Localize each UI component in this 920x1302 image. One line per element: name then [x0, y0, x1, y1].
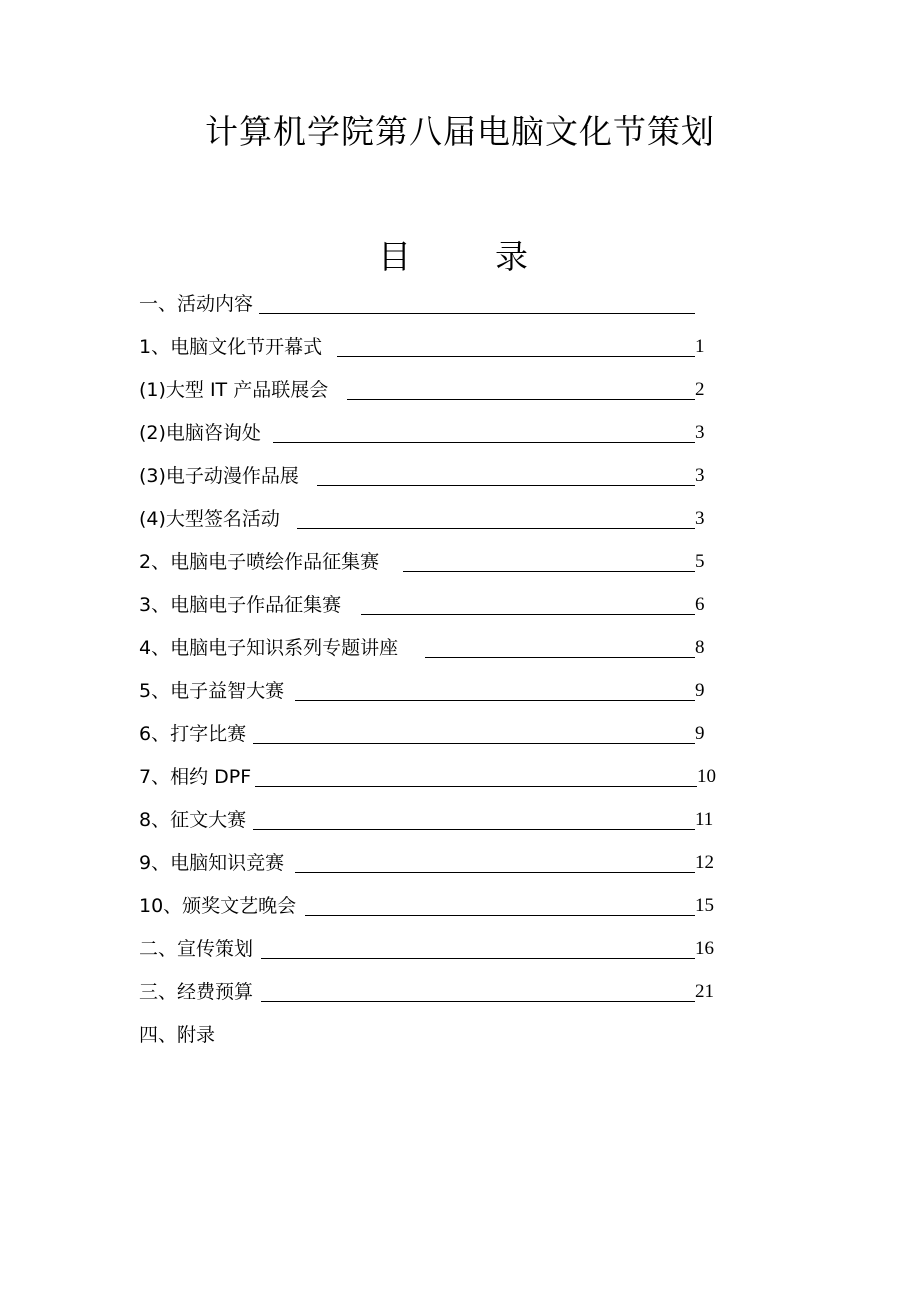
toc-leader [273, 442, 695, 443]
toc-entry-page: 2 [695, 379, 705, 400]
toc-entry-page: 6 [695, 594, 705, 615]
toc-entry-page: 5 [695, 551, 705, 572]
toc-heading [0, 232, 920, 282]
toc-entry[interactable] [139, 585, 739, 621]
toc-entry[interactable] [139, 800, 739, 836]
toc-entry-label: 4、电脑电子知识系列专题讲座 [139, 637, 399, 659]
toc-entry[interactable] [139, 370, 739, 406]
toc-leader [253, 743, 695, 744]
toc-leader [403, 571, 695, 572]
toc-leader [305, 915, 695, 916]
toc-leader [317, 485, 695, 486]
toc-entry[interactable] [139, 843, 739, 879]
toc-entry-label: 3、电脑电子作品征集赛 [139, 594, 342, 616]
toc-entry-label: 2、电脑电子喷绘作品征集赛 [139, 551, 380, 573]
toc-leader [295, 700, 695, 701]
toc-leader [337, 356, 695, 357]
toc-entry-page: 3 [695, 422, 705, 443]
toc-entry-label: (3)电子动漫作品展 [139, 465, 299, 487]
toc-leader [295, 872, 695, 873]
toc-entry-page: 9 [695, 723, 705, 744]
toc-leader [297, 528, 695, 529]
toc-entry[interactable] [139, 929, 739, 965]
toc-entry-label: 1、电脑文化节开幕式 [139, 336, 323, 358]
toc-entry-page: 3 [695, 465, 705, 486]
toc-leader [261, 958, 695, 959]
toc-entry[interactable] [139, 671, 739, 707]
toc-entry-page: 1 [695, 336, 705, 357]
toc-entry[interactable] [139, 413, 739, 449]
toc-leader [255, 786, 697, 787]
toc-heading-char-2: 录 [495, 237, 528, 276]
toc-leader [261, 1001, 695, 1002]
toc-entry-page: 9 [695, 680, 705, 701]
toc-entry[interactable] [139, 499, 739, 535]
toc-entry-label: 9、电脑知识竞赛 [139, 852, 285, 874]
toc-entry-label: 四、附录 [139, 1024, 216, 1046]
toc-leader [347, 399, 695, 400]
toc-entry-page: 21 [695, 981, 714, 1002]
toc-entry-label: 5、电子益智大赛 [139, 680, 285, 702]
toc-entry-label: 7、相约 DPF [139, 766, 252, 788]
toc-heading-char-1: 目 [378, 237, 411, 276]
toc-entry-label: 10、颁奖文艺晚会 [139, 895, 297, 917]
toc-entry-label: 三、经费预算 [139, 981, 254, 1003]
toc-entry-label: 8、征文大赛 [139, 809, 247, 831]
toc-leader [259, 313, 695, 314]
toc-entry[interactable] [139, 886, 739, 922]
toc-entry[interactable] [139, 456, 739, 492]
toc-entry[interactable] [139, 1015, 739, 1051]
toc-entry-page: 15 [695, 895, 714, 916]
toc-entry-label: 6、打字比赛 [139, 723, 247, 745]
toc-entry[interactable] [139, 757, 739, 793]
toc-leader [253, 829, 695, 830]
toc-entry[interactable] [139, 284, 739, 320]
toc-entry-page: 16 [695, 938, 714, 959]
toc-entry-page: 10 [697, 766, 716, 787]
toc-entry[interactable] [139, 542, 739, 578]
toc-entry[interactable] [139, 327, 739, 363]
toc-leader [425, 657, 695, 658]
document-title: 计算机学院第八届电脑文化节策划 [205, 112, 715, 151]
toc-entry-page: 3 [695, 508, 705, 529]
toc-entry-page: 8 [695, 637, 705, 658]
toc-entry-label: (4)大型签名活动 [139, 508, 280, 530]
toc-entry-page: 11 [695, 809, 714, 830]
toc-entry[interactable] [139, 714, 739, 750]
toc-entry-label: (1)大型 IT 产品联展会 [139, 379, 329, 401]
toc-entry-label: 二、宣传策划 [139, 938, 254, 960]
toc-entry[interactable] [139, 972, 739, 1008]
toc-entry-label: 一、活动内容 [139, 293, 254, 315]
toc-entry-label: (2)电脑咨询处 [139, 422, 261, 444]
toc-entry-page: 12 [695, 852, 714, 873]
toc-entry[interactable] [139, 628, 739, 664]
toc-leader [361, 614, 695, 615]
